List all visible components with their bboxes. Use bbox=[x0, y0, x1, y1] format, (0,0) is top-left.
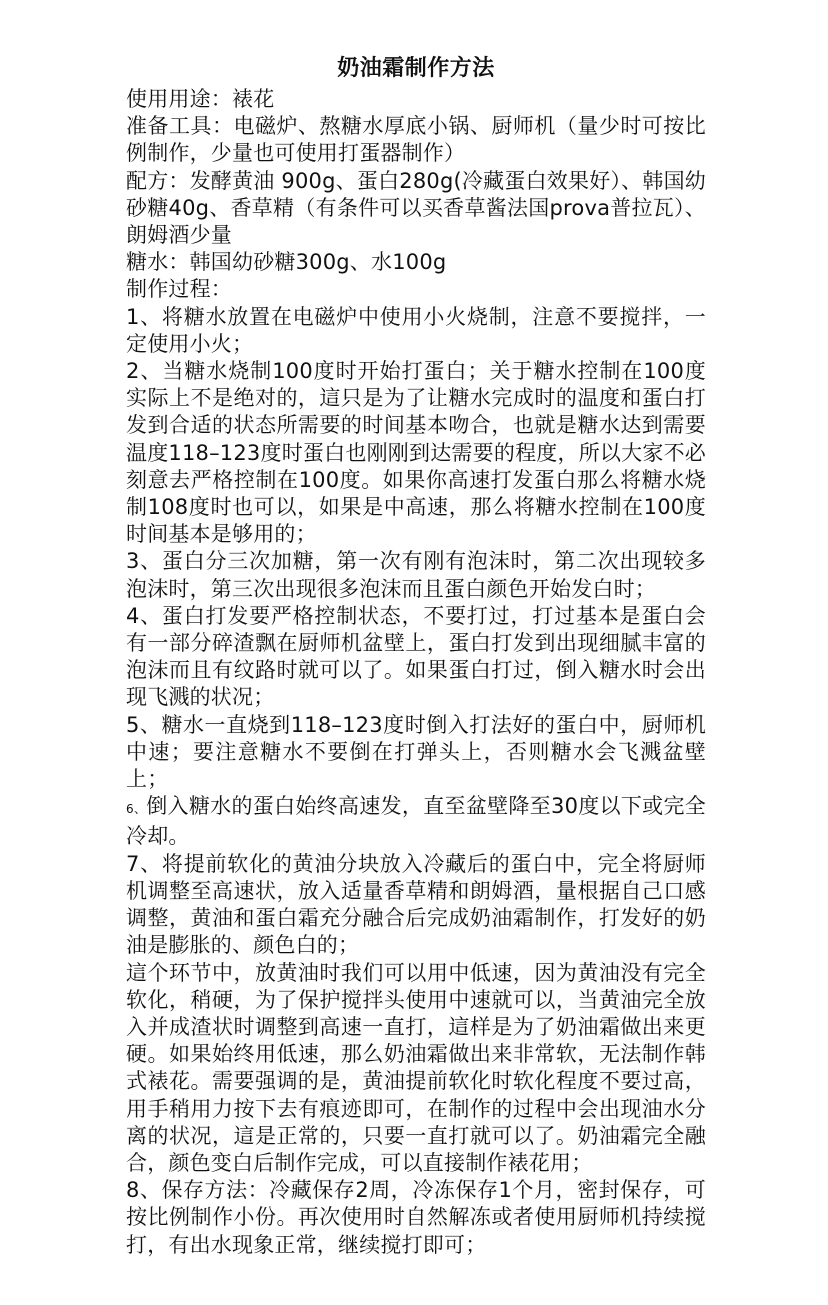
recipe-document bbox=[126, 52, 706, 1259]
syrup-line: 糖水：韩国幼砂糖300g、水100g bbox=[126, 250, 447, 275]
document-title: 奶油霜制作方法 bbox=[337, 56, 495, 81]
formula-line: 配方：发酵黄油 900g、蛋白280g(冷藏蛋白效果好）、韩国幼砂糖40g、香草精（有条件可以买香草酱法国prova普拉瓦）、朗姆酒少量 bbox=[126, 168, 706, 248]
step-4: 4、蛋白打发要严格控制状态，不要打过，打过基本是蛋白会有一部分碎渣飘在厨师机盆壁上，蛋白打发到出现细腻丰富的泡沫而且有纹路时就可以了。如果蛋白打过，倒入糖水时会出现飞溅的状况； bbox=[126, 603, 706, 710]
step-2: 2、当糖水烧制100度时开始打蛋白；关于糖水控制在100度实际上不是绝对的，這只是为了让糖水完成时的温度和蛋白打发到合适的状态所需要的时间基本吻合，也就是糖水达到需要温度118–123度时蛋白也刚刚到达需要的程度，所以大家不必刻意去严格控制在100度。如果你高速打发蛋白那么将糖水烧制108度时也可以，如果是中高速，那么将糖水控制在100度时间基本是够用的； bbox=[126, 359, 706, 547]
usage-line: 使用用途：裱花 bbox=[126, 87, 275, 111]
step-7-note: 這个环节中，放黄油时我们可以用中低速，因为黄油没有完全软化，稍硬，为了保护搅拌头使用中速就可以，当黄油完全放入并成渣状时调整到高速一直打，這样是为了奶油霜做出来更硬。如果始终用低速，那么奶油霜做出来非常软，无法制作韩式裱花。需要强调的是，黄油提前软化时软化程度不要过高，用手稍用力按下去有痕迹即可，在制作的过程中会出现油水分离的状况，這是正常的，只要一直打就可以了。奶油霜完全融合，颜色变白后制作完成，可以直接制作裱花用； bbox=[126, 960, 706, 1175]
step-6-text: 倒入糖水的蛋白始终高速发，直至盆壁降至30度以下或完全冷却。 bbox=[126, 794, 706, 849]
step-3: 3、蛋白分三次加糖，第一次有刚有泡沫时，第二次出现较多泡沫时，第三次出现很多泡沫而且蛋白颜色开始发白时； bbox=[126, 549, 706, 601]
step-7: 7、将提前软化的黄油分块放入冷藏后的蛋白中，完全将厨师机调整至高速状，放入适量香草精和朗姆酒，量根据自己口感调整，黄油和蛋白霜充分融合后完成奶油霜制作，打发好的奶油是膨胀的、颜色白的； bbox=[126, 851, 706, 958]
process-heading: 制作过程： bbox=[126, 277, 232, 302]
tools-line: 准备工具：电磁炉、熬糖水厚底小锅、厨师机（量少时可按比例制作，少量也可使用打蛋器制作） bbox=[126, 114, 706, 166]
step-6-number: 6、 bbox=[126, 802, 147, 817]
step-8: 8、保存方法：冷藏保存2周，冷冻保存1个月，密封保存，可按比例制作小份。再次使用时自然解冻或者使用厨师机持续搅打，有出水现象正常，继续搅打即可； bbox=[126, 1178, 706, 1257]
step-6 bbox=[126, 793, 706, 850]
step-5: 5、糖水一直烧到118–123度时倒入打法好的蛋白中，厨师机中速；要注意糖水不要倒在打弹头上，否则糖水会飞溅盆壁上； bbox=[126, 712, 706, 792]
step-1: 1、将糖水放置在电磁炉中使用小火烧制，注意不要搅拌，一定使用小火； bbox=[126, 304, 706, 356]
